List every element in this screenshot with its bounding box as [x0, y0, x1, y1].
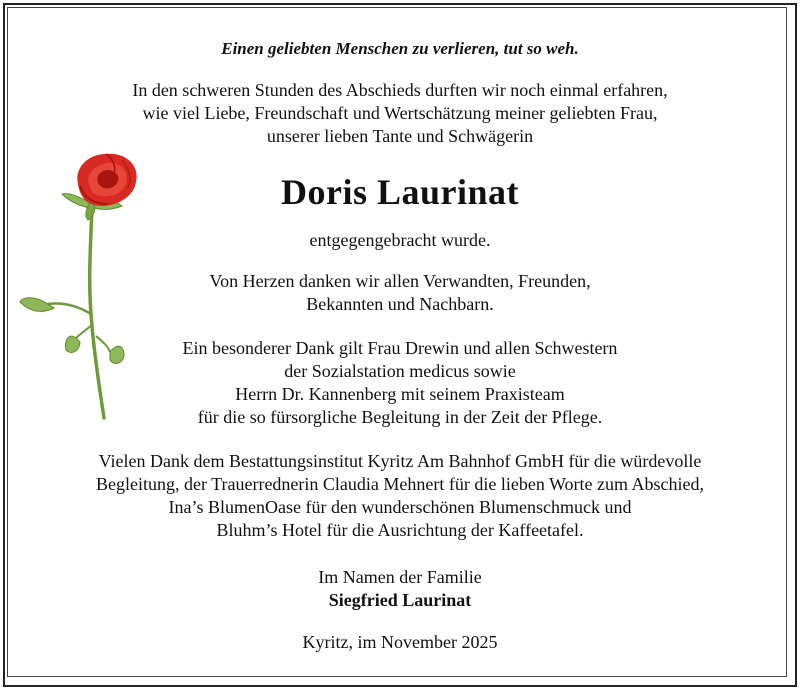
- thanks-line: Vielen Dank dem Bestattungsinstitut Kyritz Am Bahnhof GmbH für die würdevolle: [98, 451, 702, 471]
- place-date: Kyritz, im November 2025: [302, 632, 498, 652]
- family-line: Im Namen der Familie: [318, 567, 482, 587]
- thanks-line: Von Herzen danken wir allen Verwandten, Freunden,: [209, 271, 591, 291]
- intro-line: wie viel Liebe, Freundschaft und Wertschätzung meiner geliebten Frau,: [142, 103, 658, 123]
- thanks-relatives-paragraph: [0, 270, 800, 316]
- thanks-services-paragraph: [0, 450, 800, 542]
- received-line: entgegengebracht wurde.: [309, 230, 491, 250]
- thanks-line: Herrn Dr. Kannenberg mit seinem Praxisteam: [235, 384, 565, 404]
- thanks-line: Ina’s BlumenOase für den wunderschönen Blumenschmuck und: [168, 497, 632, 517]
- intro-paragraph: [0, 79, 800, 148]
- thanks-line: für die so fürsorgliche Begleitung in der Zeit der Pflege.: [197, 407, 603, 427]
- intro-line: unserer lieben Tante und Schwägerin: [266, 126, 534, 146]
- thanks-line: Bluhm’s Hotel für die Ausrichtung der Kaffeetafel.: [216, 520, 584, 540]
- thanks-line: Begleitung, der Trauerrednerin Claudia Mehnert für die lieben Worte zum Abschied,: [95, 474, 705, 494]
- thanks-line: Ein besonderer Dank gilt Frau Drewin und allen Schwestern: [182, 338, 618, 358]
- motto-line: Einen geliebten Menschen zu verlieren, tut so weh.: [221, 39, 579, 58]
- intro-line: In den schweren Stunden des Abschieds durften wir noch einmal erfahren,: [132, 80, 668, 100]
- signature-block: [0, 566, 800, 612]
- thanks-line: Bekannten und Nachbarn.: [306, 294, 494, 314]
- thanks-line: der Sozialstation medicus sowie: [284, 361, 516, 381]
- thanks-care-paragraph: [0, 337, 800, 429]
- signer-name: Siegfried Laurinat: [328, 590, 472, 610]
- deceased-name: Doris Laurinat: [280, 172, 519, 212]
